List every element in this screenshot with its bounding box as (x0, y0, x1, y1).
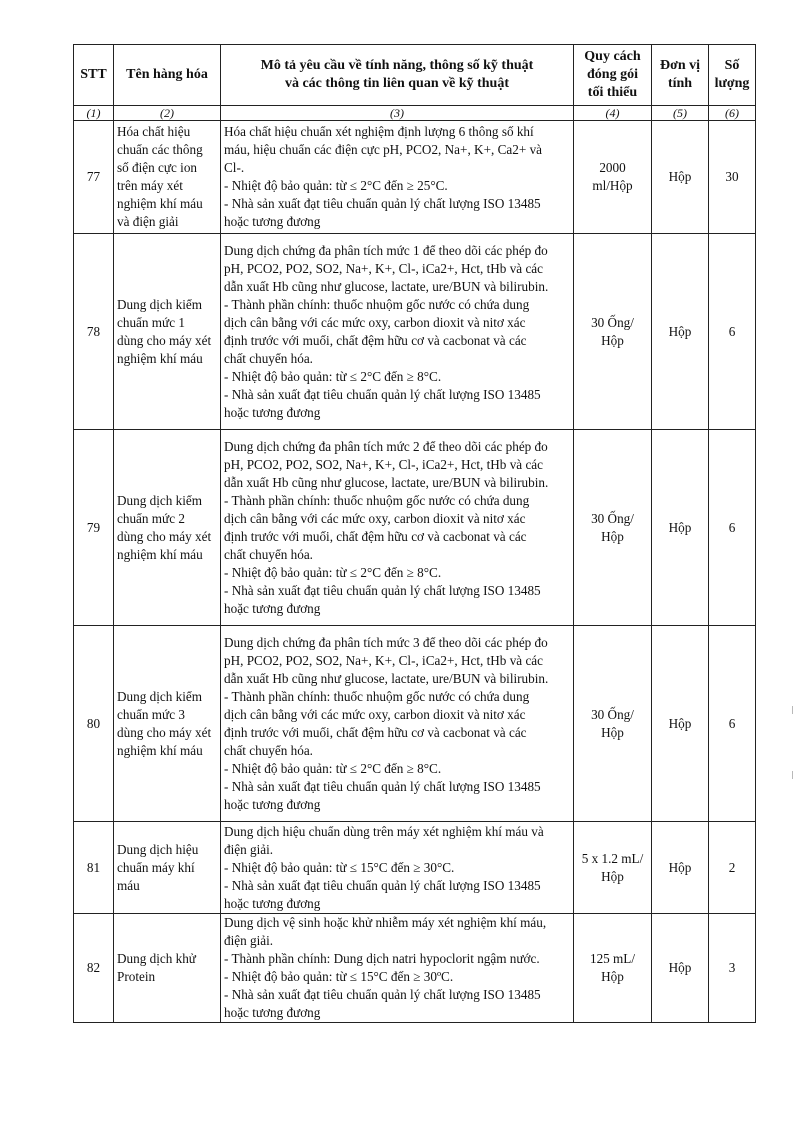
text-line: nghiệm khí máu (117, 196, 203, 211)
text-line: - Nhiệt độ bảo quản: từ ≤ 2°C đến ≥ 8°C. (224, 760, 442, 776)
text-line: dẫn xuất Hb cũng như glucose, lactate, ure/BUN và bilirubin. (224, 670, 549, 686)
text-line: hoặc tương đương (224, 895, 321, 911)
row-packaging (574, 822, 652, 914)
header-unit: Đơn vị tính (652, 45, 709, 106)
text-line: 30 Ống/ (591, 510, 634, 526)
text-line: - Nhà sản xuất đạt tiêu chuẩn quản lý chất lượng ISO 13485 (224, 196, 541, 211)
table-row (74, 626, 756, 822)
text-line: - Thành phần chính: thuốc nhuộm gốc nước có chứa dung (224, 296, 530, 312)
margin-scan-mark: | (791, 705, 794, 714)
text-line: hoặc tương đương (224, 600, 321, 616)
text-line: dịch cân bằng với các mức oxy, carbon dioxit và nitơ xác (224, 706, 526, 722)
text-line: pH, PCO2, PO2, SO2, Na+, K+, Cl-, iCa2+, Hct, tHb và các (224, 456, 544, 472)
text-line: dùng cho máy xét (117, 332, 212, 348)
row-unit: Hộp (652, 626, 709, 822)
row-stt: 80 (74, 626, 114, 822)
text-line: 30 Ống/ (591, 706, 634, 722)
text-line: - Nhà sản xuất đạt tiêu chuẩn quản lý chất lượng ISO 13485 (224, 987, 541, 1002)
text-line: ml/Hộp (592, 178, 633, 193)
table-row (74, 822, 756, 914)
text-line: pH, PCO2, PO2, SO2, Na+, K+, Cl-, iCa2+, Hct, tHb và các (224, 260, 544, 276)
text-line: hoặc tương đương (224, 214, 321, 229)
row-description (221, 430, 574, 626)
text-line: chuẩn mức 2 (117, 510, 185, 526)
column-number: (3) (221, 106, 574, 121)
text-line: hoặc tương đương (224, 796, 321, 812)
text-line: - Nhà sản xuất đạt tiêu chuẩn quản lý chất lượng ISO 13485 (224, 582, 541, 598)
row-product-name (114, 430, 221, 626)
text-line: định trước với muối, chất đệm hữu cơ và cacbonat và các (224, 332, 527, 348)
row-product-name (114, 121, 221, 234)
text-line: định trước với muối, chất đệm hữu cơ và cacbonat và các (224, 724, 527, 740)
text-line: Dung dịch vệ sinh hoặc khử nhiễm máy xét nghiệm khí máu, (224, 915, 547, 930)
text-line: - Nhiệt độ bảo quản: từ ≤ 15°C đến ≥ 30ºC. (224, 969, 454, 984)
row-quantity: 6 (709, 234, 756, 430)
text-line: chuẩn mức 3 (117, 706, 185, 722)
text-line: số điện cực ion (117, 160, 198, 175)
text-line: - Thành phần chính: thuốc nhuộm gốc nước có chứa dung (224, 688, 530, 704)
table-body (74, 121, 756, 1023)
text-line: Hộp (601, 332, 624, 348)
text-line: 2000 (599, 160, 626, 175)
text-line: nghiệm khí máu (117, 350, 203, 366)
row-description (221, 234, 574, 430)
text-line: - Thành phần chính: Dung dịch natri hypoclorit ngậm nước. (224, 951, 540, 966)
column-number: (5) (652, 106, 709, 121)
text-line: chuẩn các thông (117, 142, 203, 157)
text-line: - Nhiệt độ bảo quản: từ ≤ 2°C đến ≥ 8°C. (224, 368, 442, 384)
column-number: (1) (74, 106, 114, 121)
text-line: Hộp (601, 724, 624, 740)
text-line: Dung dịch chứng đa phân tích mức 1 để theo dõi các phép đo (224, 242, 548, 258)
text-line: nghiệm khí máu (117, 742, 203, 758)
row-product-name (114, 626, 221, 822)
row-description (221, 914, 574, 1023)
row-unit: Hộp (652, 234, 709, 430)
text-line: dịch cân bằng với các mức oxy, carbon dioxit và nitơ xác (224, 314, 526, 330)
text-line: Hộp (601, 969, 624, 984)
row-quantity: 3 (709, 914, 756, 1023)
text-line: Hóa chất hiệu (117, 124, 191, 139)
row-packaging (574, 626, 652, 822)
margin-scan-mark: | (791, 770, 794, 779)
row-unit: Hộp (652, 121, 709, 234)
text-line: Dung dịch chứng đa phân tích mức 2 để theo dõi các phép đo (224, 438, 548, 454)
text-line: - Nhà sản xuất đạt tiêu chuẩn quản lý chất lượng ISO 13485 (224, 386, 541, 402)
table-row (74, 121, 756, 234)
row-stt: 81 (74, 822, 114, 914)
goods-spec-table (73, 44, 756, 1023)
text-line: 30 Ống/ (591, 314, 634, 330)
row-quantity: 2 (709, 822, 756, 914)
header-quantity: Số lượng (709, 45, 756, 106)
row-product-name (114, 914, 221, 1023)
text-line: Dung dịch hiệu (117, 841, 199, 857)
row-stt: 82 (74, 914, 114, 1023)
column-number: (6) (709, 106, 756, 121)
table-header-row (74, 45, 756, 106)
text-line: dùng cho máy xét (117, 528, 212, 544)
text-line: chuẩn máy khí (117, 859, 195, 875)
text-line: hoặc tương đương (224, 404, 321, 420)
header-packaging: Quy cách đóng gói tối thiểu (574, 45, 652, 106)
text-line: điện giải. (224, 841, 274, 857)
row-packaging (574, 121, 652, 234)
text-line: chất chuyển hóa. (224, 546, 313, 562)
text-line: Dung dịch kiểm (117, 688, 202, 704)
text-line: Hộp (601, 868, 624, 884)
row-quantity: 6 (709, 430, 756, 626)
text-line: - Nhiệt độ bảo quản: từ ≤ 2°C đến ≥ 25°C. (224, 178, 448, 193)
row-stt: 78 (74, 234, 114, 430)
text-line: và điện giải (117, 214, 179, 229)
text-line: chuẩn mức 1 (117, 314, 185, 330)
header-description: Mô tả yêu cầu về tính năng, thông số kỹ thuật và các thông tin liên quan về kỹ thuật (221, 45, 574, 106)
header-name: Tên hàng hóa (114, 45, 221, 106)
text-line: Dung dịch hiệu chuẩn dùng trên máy xét nghiệm khí máu và (224, 823, 544, 839)
text-line: Cl-. (224, 160, 245, 175)
row-unit: Hộp (652, 822, 709, 914)
text-line: Hóa chất hiệu chuẩn xét nghiệm định lượng 6 thông số khí (224, 124, 534, 139)
text-line: 5 x 1.2 mL/ (581, 850, 644, 866)
row-packaging (574, 234, 652, 430)
text-line: điện giải. (224, 933, 274, 948)
row-description (221, 121, 574, 234)
row-unit: Hộp (652, 430, 709, 626)
text-line: định trước với muối, chất đệm hữu cơ và cacbonat và các (224, 528, 527, 544)
row-stt: 79 (74, 430, 114, 626)
table-row (74, 430, 756, 626)
text-line: - Nhà sản xuất đạt tiêu chuẩn quản lý chất lượng ISO 13485 (224, 778, 541, 794)
text-line: Dung dịch kiểm (117, 296, 202, 312)
column-number: (2) (114, 106, 221, 121)
text-line: - Nhiệt độ bảo quản: từ ≤ 15°C đến ≥ 30°C. (224, 859, 455, 875)
row-description (221, 822, 574, 914)
text-line: Dung dịch chứng đa phân tích mức 3 để theo dõi các phép đo (224, 634, 548, 650)
column-number: (4) (574, 106, 652, 121)
text-line: máu (117, 877, 140, 893)
text-line: Dung dịch khử (117, 951, 196, 966)
row-stt: 77 (74, 121, 114, 234)
text-line: Protein (117, 969, 156, 984)
row-packaging (574, 914, 652, 1023)
text-line: máu, hiệu chuẩn các điện cực pH, PCO2, Na+, K+, Ca2+ và (224, 142, 543, 157)
text-line: chất chuyển hóa. (224, 742, 313, 758)
text-line: nghiệm khí máu (117, 546, 203, 562)
row-packaging (574, 430, 652, 626)
text-line: dẫn xuất Hb cũng như glucose, lactate, ure/BUN và bilirubin. (224, 278, 549, 294)
text-line: - Nhà sản xuất đạt tiêu chuẩn quản lý chất lượng ISO 13485 (224, 877, 541, 893)
text-line: pH, PCO2, PO2, SO2, Na+, K+, Cl-, iCa2+, Hct, tHb và các (224, 652, 544, 668)
text-line: - Thành phần chính: thuốc nhuộm gốc nước có chứa dung (224, 492, 530, 508)
row-quantity: 30 (709, 121, 756, 234)
row-quantity: 6 (709, 626, 756, 822)
table-row (74, 234, 756, 430)
table-row (74, 914, 756, 1023)
row-unit: Hộp (652, 914, 709, 1023)
text-line: dùng cho máy xét (117, 724, 212, 740)
text-line: dẫn xuất Hb cũng như glucose, lactate, ure/BUN và bilirubin. (224, 474, 549, 490)
text-line: Dung dịch kiểm (117, 492, 202, 508)
header-stt: STT (74, 45, 114, 106)
row-product-name (114, 234, 221, 430)
text-line: Hộp (601, 528, 624, 544)
row-product-name (114, 822, 221, 914)
text-line: trên máy xét (117, 178, 183, 193)
text-line: chất chuyển hóa. (224, 350, 313, 366)
text-line: 125 mL/ (589, 951, 636, 966)
text-line: - Nhiệt độ bảo quản: từ ≤ 2°C đến ≥ 8°C. (224, 564, 442, 580)
column-number-row (74, 106, 756, 121)
text-line: dịch cân bằng với các mức oxy, carbon dioxit và nitơ xác (224, 510, 526, 526)
text-line: hoặc tương đương (224, 1005, 321, 1020)
row-description (221, 626, 574, 822)
